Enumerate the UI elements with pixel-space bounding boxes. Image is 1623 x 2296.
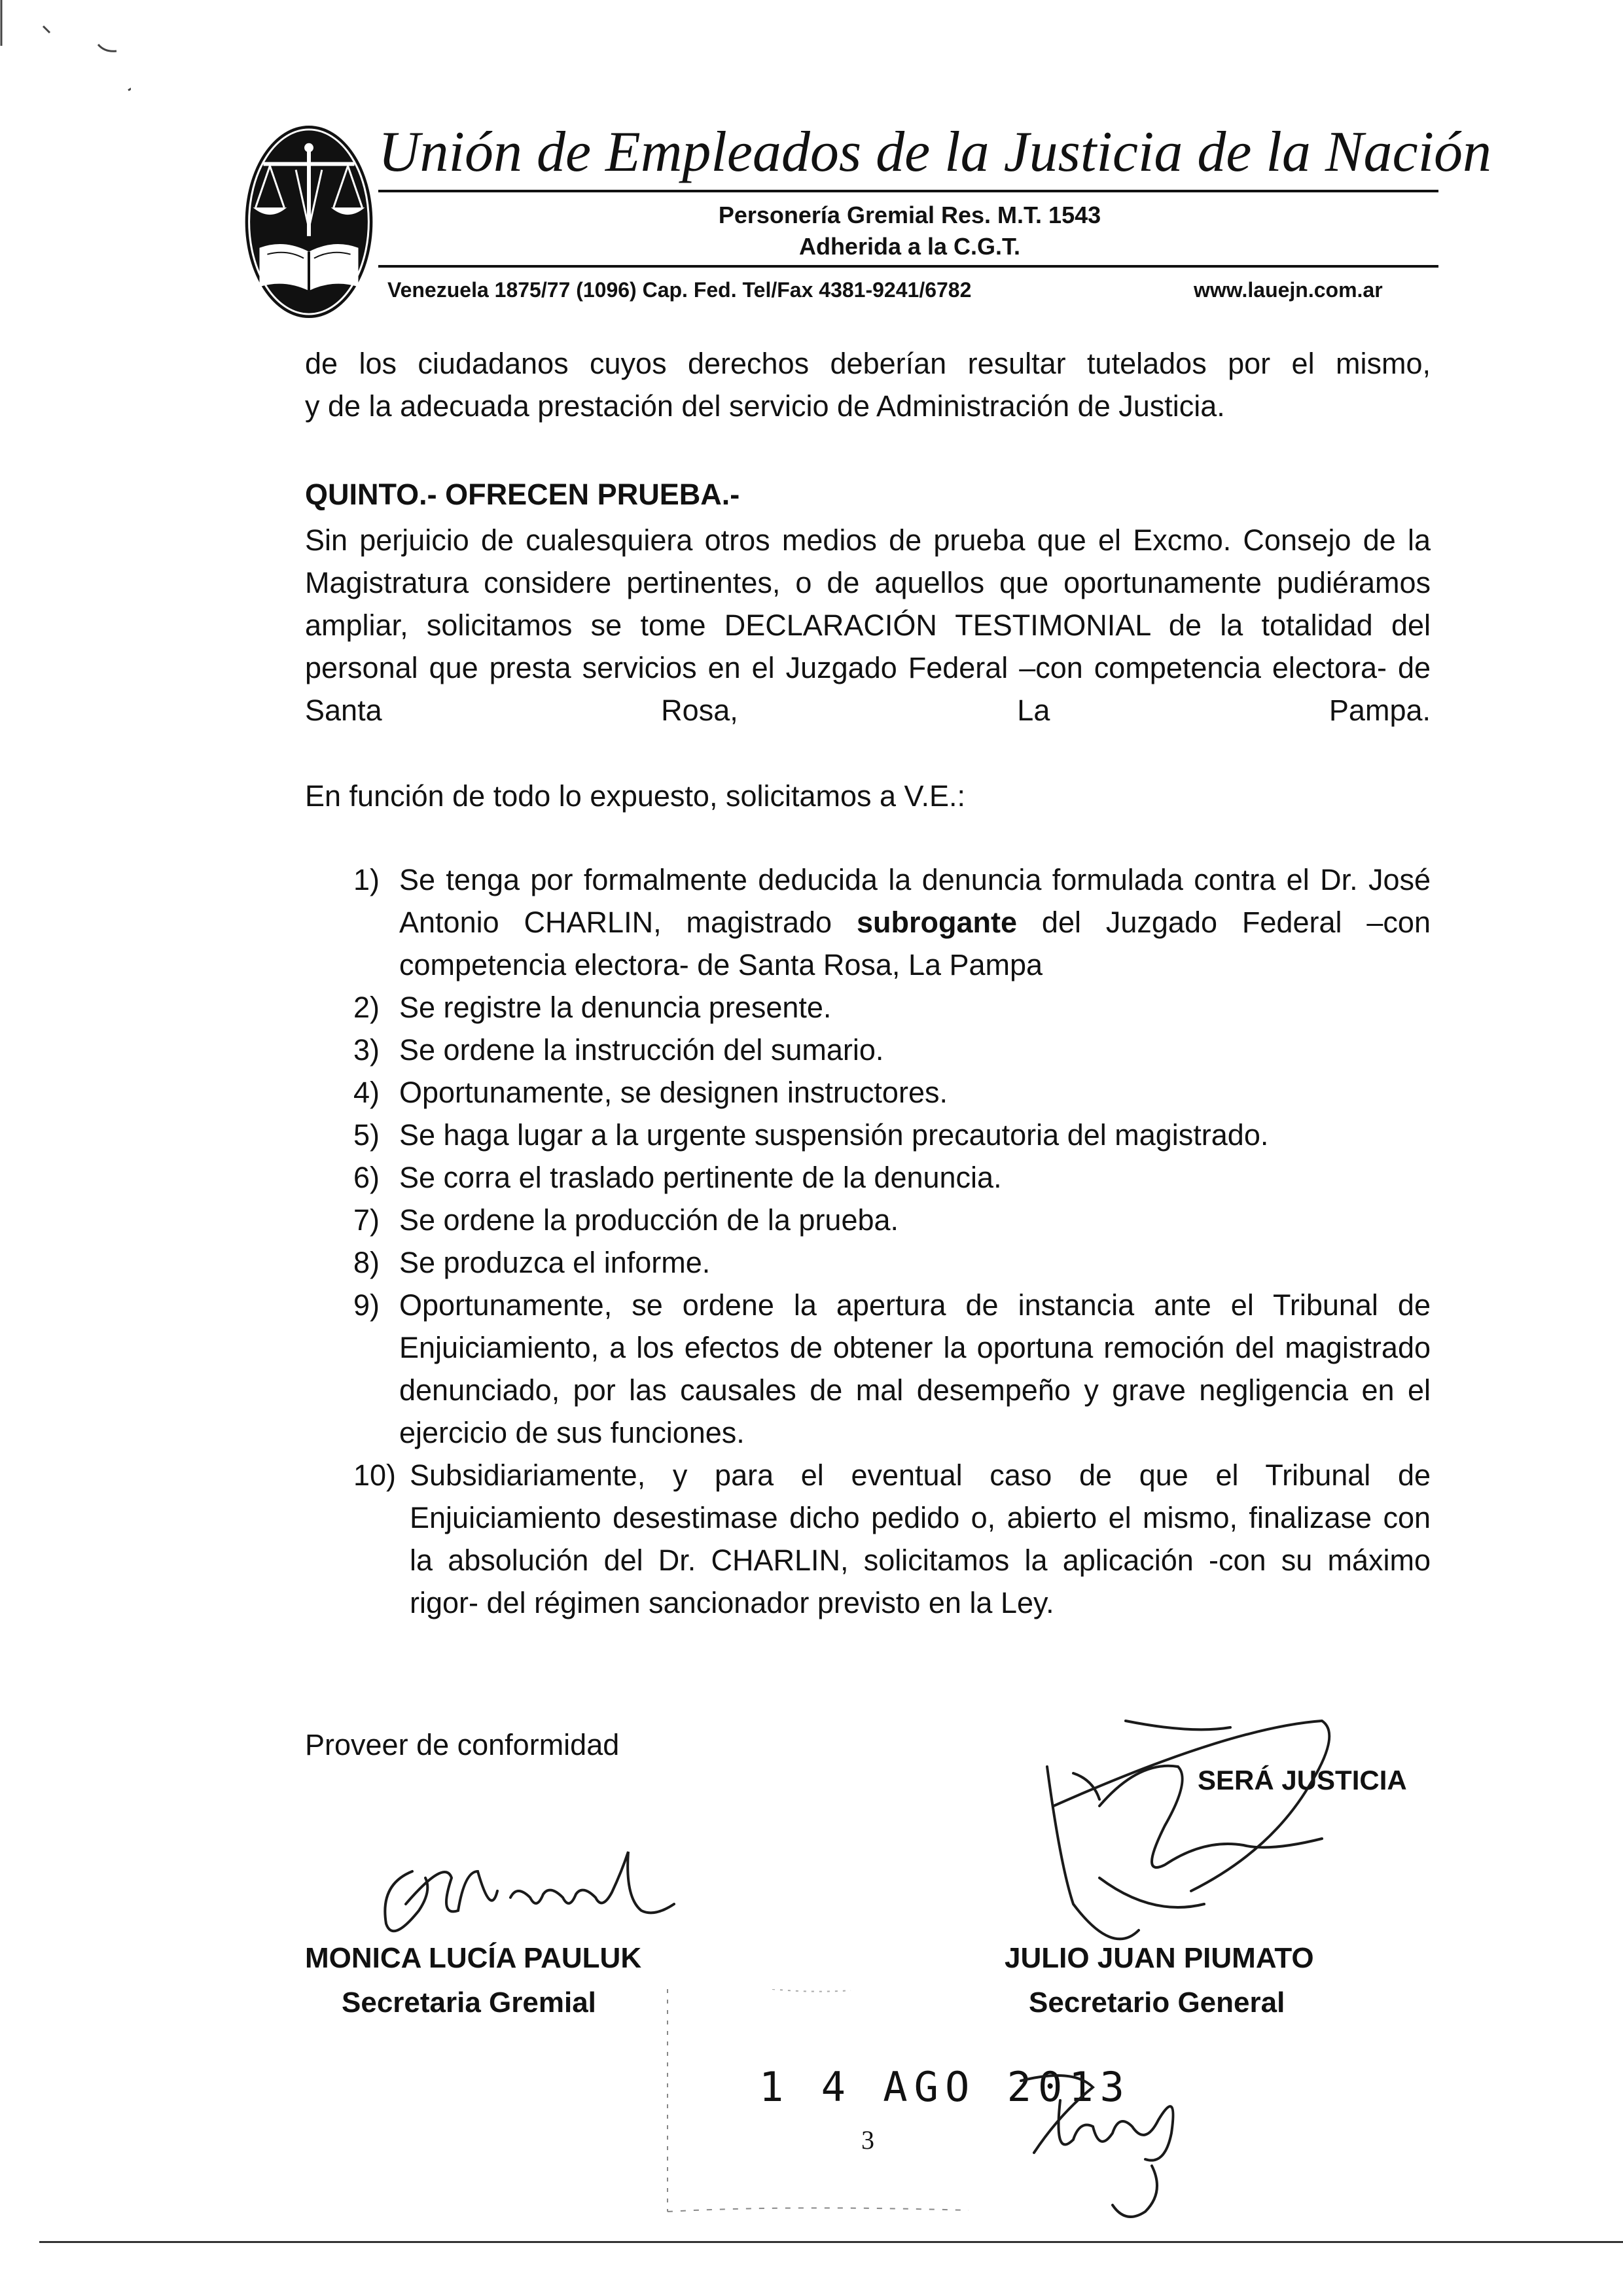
petition-text: Oportunamente, se ordene la apertura de instancia ante el Tribunal de Enjuiciamiento, a los efectos de obtener la oportuna remoción del magistrado denunciado, por las causales de mal desempeño y grave negligencia en el ejercicio de sus funciones.	[399, 1288, 1431, 1449]
intro-line-1: de los ciudadanos cuyos derechos deberían resultar tutelados por el mismo,	[305, 347, 1431, 380]
petition-item	[353, 1241, 1431, 1284]
petition-number: 8)	[353, 1246, 380, 1279]
petition-text-bold: subrogante	[856, 906, 1018, 939]
title-divider	[378, 190, 1438, 192]
petition-text: Se produzca el informe.	[399, 1246, 711, 1279]
petition-number: 3)	[353, 1033, 380, 1067]
intro-paragraph	[305, 342, 1431, 427]
closing-formula: SERÁ JUSTICIA	[1198, 1765, 1407, 1795]
stamp-date: 1 4 AGO 2013	[759, 2063, 1131, 2111]
signatory-left-role: Secretaria Gremial	[342, 1987, 596, 2019]
petition-number: 5)	[353, 1118, 380, 1152]
union-logo-scales-book-icon	[243, 124, 374, 319]
petition-item	[353, 1199, 1431, 1241]
petition-number: 9)	[353, 1288, 380, 1322]
section-paragraph-quinto: Sin perjuicio de cualesquiera otros medios de prueba que el Excmo. Consejo de la Magistratura considere pertinentes, o de aquellos que oportunamente pudiéramos ampliar, solicitamos se tome DECLARACIÓN TESTIMONIAL de la totalidad del personal que presta servicios en el Juzgado Federal –con competencia electora- de Santa Rosa, La Pampa.	[305, 523, 1431, 727]
signatory-right-name: JULIO JUAN PIUMATO	[1005, 1942, 1314, 1974]
address-phone: Venezuela 1875/77 (1096) Cap. Fed. Tel/Fax 4381-9241/6782	[387, 278, 972, 302]
adherida-cgt: Adherida a la C.G.T.	[798, 233, 1021, 260]
handwritten-initials	[995, 2061, 1204, 2231]
petition-item	[353, 1114, 1431, 1156]
petition-text: Subsidiariamente, y para el eventual caso de que el Tribunal de Enjuiciamiento desestimase dicho pedido o, abierto el mismo, finalizase con la absolución del Dr. CHARLIN, solicitamos la aplicación -con su máximo rigor- del régimen sancionador previsto en la Ley.	[410, 1458, 1431, 1619]
petition-text: Se ordene la producción de la prueba.	[399, 1203, 899, 1237]
petition-number: 10)	[353, 1458, 397, 1492]
intro-line-2: y de la adecuada prestación del servicio de Administración de Justicia.	[305, 389, 1225, 423]
signatory-right-role: Secretario General	[1029, 1987, 1285, 2019]
petition-item	[353, 1284, 1431, 1454]
conclusion-paragraph: En función de todo lo expuesto, solicitamos a V.E.:	[305, 779, 965, 813]
petition-number: 4)	[353, 1076, 380, 1109]
petition-text	[399, 858, 1431, 986]
petition-text-part: del Juzgado Federal –con competencia electora- de Santa Rosa, La Pampa	[399, 906, 1431, 981]
handwritten-signature-left	[366, 1832, 694, 1950]
petition-number: 7)	[353, 1203, 380, 1237]
petition-text: Se corra el traslado pertinente de la denuncia.	[399, 1161, 1002, 1194]
petition-number: 2)	[353, 991, 380, 1024]
address-divider	[378, 265, 1438, 268]
petition-text: Oportunamente, se designen instructores.	[399, 1076, 948, 1109]
organization-title: Unión de Empleados de la Justicia de la Nación	[378, 120, 1492, 184]
petition-item	[353, 1071, 1431, 1114]
closing-request: Proveer de conformidad	[305, 1728, 620, 1761]
personeria-gremial: Personería Gremial Res. M.T. 1543	[718, 202, 1101, 228]
scan-corner-marks	[0, 0, 131, 105]
website-link[interactable]: www.lauejn.com.ar	[1194, 278, 1383, 302]
petition-item	[353, 1156, 1431, 1199]
petition-text: Se haga lugar a la urgente suspensión precautoria del magistrado.	[399, 1118, 1269, 1152]
petition-number: 6)	[353, 1161, 380, 1194]
petition-text: Se ordene la instrucción del sumario.	[399, 1033, 884, 1067]
section-heading-quinto: QUINTO.- OFRECEN PRUEBA.-	[305, 478, 740, 511]
page-bottom-edge	[39, 2241, 1623, 2243]
signatory-left-name: MONICA LUCÍA PAULUK	[305, 1942, 642, 1974]
petition-item	[353, 1029, 1431, 1071]
page-number: 3	[861, 2125, 874, 2155]
petition-list	[353, 858, 1431, 1624]
petition-text-part: Se tenga por formalmente deducida la denuncia formulada contra el Dr. José Antonio CHARLIN, magistrado	[399, 863, 1431, 939]
petition-number: 1)	[353, 863, 380, 896]
petition-text: Se registre la denuncia presente.	[399, 991, 832, 1024]
petition-item	[353, 858, 1431, 986]
petition-item	[353, 1454, 1431, 1624]
petition-item	[353, 986, 1431, 1029]
